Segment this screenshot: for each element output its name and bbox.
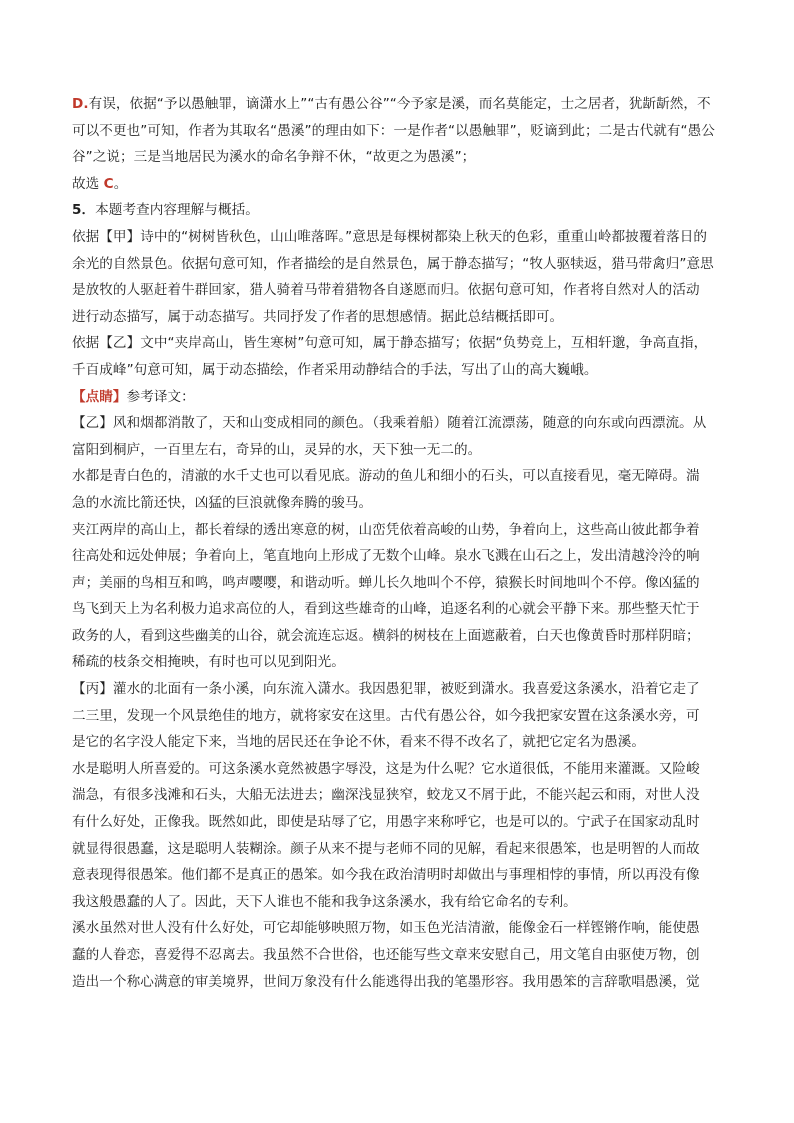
- text-line-18: 往高处和远处伸展；争着向上，笔直地向上形成了无数个山峰。泉水飞溅在山石之上，发出清越泠泠的响: [72, 548, 700, 565]
- text-line-16: 急的水流比箭还快，凶猛的巨浪就像奔腾的骏马。: [72, 494, 373, 511]
- text-line-20: 鸟飞到天上为名利极力追求高位的人，看到这些雄奇的山峰，追逐名利的心就会平静下来。那些整天忙于: [72, 601, 700, 618]
- dianjing-label: 【点睛】: [72, 388, 127, 405]
- text-line-10: 依据【乙】文中“夹岸高山，皆生寒树”句意可知，属于静态描写；依据“负势竞上，互相轩邈，争高直指，: [72, 335, 708, 352]
- text-line-7: 余光的自然景色。依据句意可知，作者描绘的是自然景色，属于静态描写；“牧人驱犊返，猎马带禽归”意思: [72, 255, 714, 272]
- text-line-29: 就显得很愚蠢，这是聪明人装糊涂。颜子从来不提与老师不同的见解，看起来很愚笨，也是明智的人而故: [72, 840, 700, 857]
- text-line-26: 水是聪明人所喜爱的。可这条溪水竟然被愚字辱没，这是为什么呢？它水道很低，不能用来灌溉。又险峻: [72, 760, 700, 777]
- text-line-2: 可以不更也”可知，作者为其取名“愚溪”的理由如下：一是作者“以愚触罪”，贬谪到此；二是古代就有“愚公: [72, 122, 715, 139]
- text-line-24: 二三里，发现一个风景绝佳的地方，就将家安在这里。古代有愚公谷，如今我把家安置在这条溪水旁，可: [72, 707, 700, 724]
- text-line-15: 水都是青白色的，清澈的水千丈也可以看见底。游动的鱼儿和细小的石头，可以直接看见，毫无障碍。湍: [72, 468, 700, 485]
- answer-option: C: [103, 175, 114, 192]
- text-line-1: D.有误，依据“予以愚触罪，谪潇水上”“古有愚公谷”“今予家是溪，而名莫能定，士之居者，犹龂龂然，不: [72, 96, 711, 112]
- question-number: 5．: [72, 202, 96, 219]
- text-line-31: 我这般愚蠢的人了。因此，天下人谁也不能和我争这条溪水，我有给它命名的专利。: [72, 893, 577, 910]
- text-line-19: 声；美丽的鸟相互和鸣，鸣声嘤嘤，和谐动听。蝉儿长久地叫个不停，猿猴长时间地叫个不停。像凶猛的: [72, 574, 700, 591]
- document-page: [72, 91, 724, 995]
- text-line-8: 是放牧的人驱赶着牛群回家，猎人骑着马带着猎物各自遂愿而归。依据句意可知，作者将自然对人的活动: [72, 282, 700, 299]
- question-heading: 5．本题考查内容理解与概括。: [72, 202, 259, 219]
- text-line-33: 蠢的人眷恋，喜爱得不忍离去。我虽然不合世俗，也还能写些文章来安慰自己，用文笔自由驱使万物，创: [72, 947, 700, 963]
- text-line-6: 依据【甲】诗中的“树树皆秋色，山山唯落晖。”意思是每棵树都染上秋天的色彩，重重山岭都披覆着落日的: [72, 228, 707, 245]
- text-line-32: 溪水虽然对世人没有什么好处，可它却能够映照万物，如玉色光洁清澈，能像金石一样铿锵作响，能使愚: [72, 920, 700, 937]
- text-line-27: 湍急，有很多浅滩和石头，大船无法进去；幽深浅显狭窄，蛟龙又不屑于此，不能兴起云和雨，对世人没: [72, 787, 700, 804]
- text-line-34: 造出一个称心满意的审美境界，世间万象没有什么能逃得出我的笔墨形容。我用愚笨的言辞歌唱愚溪，觉: [72, 973, 700, 990]
- text-line-30: 意表现得很愚笨。他们都不是真正的愚笨。如今我在政治清明时却做出与事理相悖的事情，所以再没有像: [72, 867, 700, 884]
- text-line-14: 富阳到桐庐，一百里左右，奇异的山，灵异的水，天下独一无二的。: [72, 441, 482, 458]
- text-line-11: 千百成峰”句意可知，属于动态描绘，作者采用动静结合的手法，写出了山的高大巍峨。: [72, 361, 598, 378]
- text-line-23: 【丙】灌水的北面有一条小溪，向东流入潇水。我因愚犯罪，被贬到潇水。我喜爱这条溪水，沿着它走了: [72, 681, 700, 698]
- dianjing-heading: 【点睛】参考译文：: [72, 388, 195, 405]
- text-line-9: 进行动态描写，属于动态描写。共同抒发了作者的思想感情。据此总结概括即可。: [72, 308, 564, 325]
- text-line-21: 政务的人，看到这些幽美的山谷，就会流连忘返。横斜的树枝在上面遮蔽着，白天也像黄昏时那样阴暗；: [72, 627, 700, 644]
- option-label: D.: [72, 96, 89, 112]
- text-line-13: 【乙】风和烟都消散了，天和山变成相同的颜色。（我乘着船）随着江流漂荡，随意的向东或向西漂流。从: [72, 415, 707, 432]
- text-line-3: 谷”之说；三是当地居民为溪水的命名争辩不休，“故更之为愚溪”；: [72, 149, 476, 166]
- text-line-22: 稀疏的枝条交相掩映，有时也可以见到阳光。: [72, 654, 345, 671]
- answer-line: 故选 C。: [72, 175, 128, 192]
- text-line-28: 有什么好处，正像我。既然如此，即使是玷辱了它，用愚字来称呼它，也是可以的。宁武子在国家动乱时: [72, 814, 700, 831]
- text-line-25: 是它的名字没人能定下来，当地的居民还在争论不休，看来不得不改名了，就把它定名为愚溪。: [72, 734, 646, 751]
- text-line-17: 夹江两岸的高山上，都长着绿的透出寒意的树，山峦凭依着高峻的山势，争着向上，这些高山彼此都争着: [72, 521, 700, 538]
